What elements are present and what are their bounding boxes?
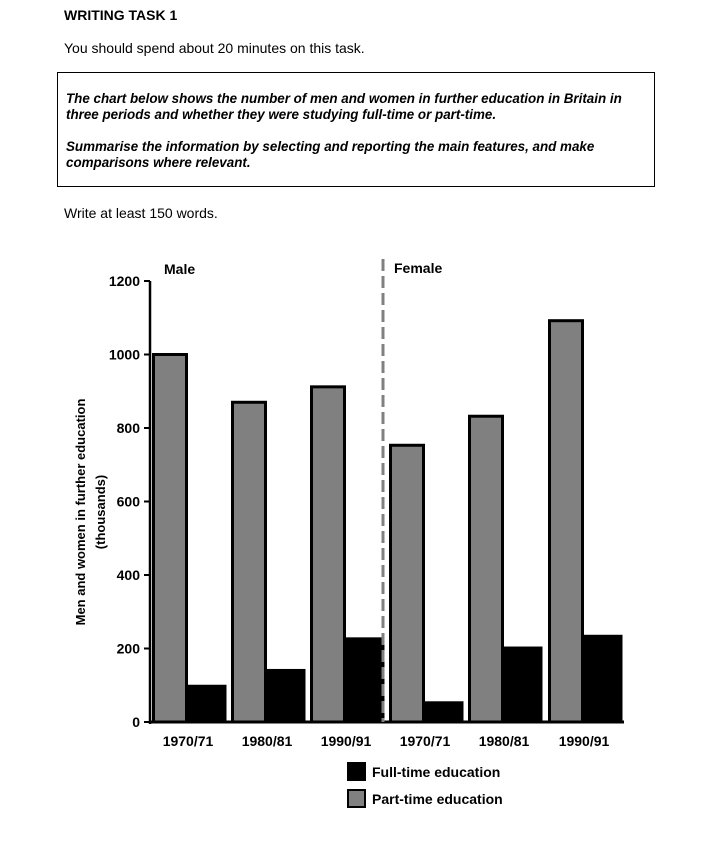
y-tick-label: 1200 (108, 273, 140, 289)
x-tick-label: 1990/91 (558, 733, 610, 749)
bar-part-time (470, 416, 503, 722)
y-tick-label: 200 (116, 640, 140, 657)
bar-full-time (346, 638, 384, 722)
group-label-male: Male (164, 261, 196, 277)
y-tick-label: 1000 (108, 346, 140, 363)
y-tick-label: 600 (116, 493, 140, 510)
x-tick-label: 1990/91 (320, 733, 372, 749)
x-tick-label: 1970/71 (399, 733, 451, 749)
x-tick-label: 1980/81 (478, 733, 530, 749)
x-tick-label: 1970/71 (162, 733, 214, 749)
bar-full-time (267, 669, 305, 722)
y-tick-label: 800 (116, 420, 140, 436)
bar-full-time (584, 635, 622, 722)
y-tick-label: 0 (132, 714, 140, 730)
task-summary-text: Summarise the information by selecting and reporting the main features, and make comparisons where relevant. (66, 139, 595, 170)
word-count-instruction: Write at least 150 words. (64, 205, 218, 221)
bar-part-time (154, 355, 187, 723)
y-tick-label: 400 (116, 567, 140, 583)
bar-part-time (391, 445, 424, 722)
bar-part-time (312, 387, 345, 722)
x-tick-label: 1980/81 (241, 733, 293, 749)
time-instruction: You should spend about 20 minutes on this task. (64, 40, 365, 56)
task-heading: WRITING TASK 1 (64, 7, 178, 23)
bar-part-time (233, 402, 266, 722)
legend-label: Part-time education (372, 791, 503, 807)
bar-full-time (425, 702, 463, 722)
y-axis-label: Men and women in further education (73, 398, 88, 626)
legend-swatch (348, 790, 365, 807)
task-prompt-text: The chart below shows the number of men and women in further education in Britain in three periods and whether they were studying full-time or part-time. (66, 91, 622, 122)
bar-full-time (504, 647, 542, 722)
legend-label: Full-time education (372, 764, 501, 780)
bar-full-time (188, 685, 226, 722)
y-axis-label-unit: (thousands) (93, 474, 108, 550)
bar-part-time (550, 321, 583, 722)
legend-swatch (348, 763, 365, 780)
group-label-female: Female (394, 260, 443, 276)
